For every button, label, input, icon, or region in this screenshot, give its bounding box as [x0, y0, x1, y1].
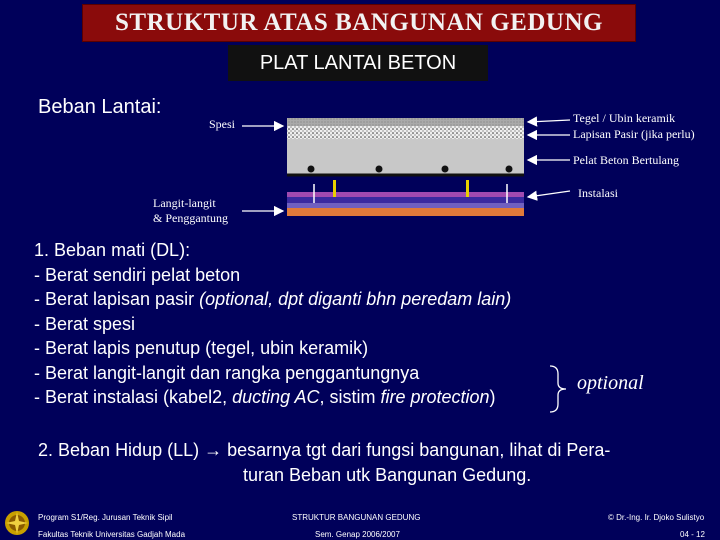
- concrete-slab: [287, 139, 524, 175]
- right-brace-icon: [548, 364, 576, 414]
- live-load-line-1: 2. Beban Hidup (LL) → besarnya tgt dari fungsi bangunan, lihat di Pera-: [38, 440, 611, 460]
- list-item: - Berat lapis penutup (tegel, ubin keramik): [34, 338, 369, 358]
- title-banner: [82, 4, 636, 42]
- dead-load-list: [34, 238, 511, 410]
- installation-band: [287, 192, 524, 197]
- hanger: [466, 180, 469, 197]
- page-title: STRUKTUR ATAS BANGUNAN GEDUNG: [115, 9, 603, 36]
- list-item: - Berat instalasi (kabel2, ducting AC, sistim fire protection): [34, 387, 496, 407]
- label-tegel: Tegel / Ubin keramik: [573, 111, 676, 125]
- label-instalasi: Instalasi: [578, 186, 618, 200]
- rebar-dot: [308, 166, 315, 173]
- list-item: - Berat spesi: [34, 313, 136, 334]
- label-pasir: Lapisan Pasir (jika perlu): [573, 127, 695, 141]
- footer-author: © Dr.-Ing. Ir. Djoko Sulistyo: [608, 513, 705, 522]
- sand-layer: [287, 126, 524, 139]
- label-pelat: Pelat Beton Bertulang: [573, 153, 679, 167]
- optional-note: optional: [577, 372, 644, 394]
- footer-course: STRUKTUR BANGUNAN GEDUNG: [292, 513, 421, 522]
- live-load-heading: 2. Beban Hidup (LL): [38, 440, 200, 460]
- section-label: Beban Lantai:: [38, 96, 162, 118]
- page-subtitle: PLAT LANTAI BETON: [259, 51, 457, 74]
- footer-semester: Sem. Genap 2006/2007: [315, 530, 400, 539]
- live-load-line-2: turan Beban utk Bangunan Gedung.: [243, 464, 532, 485]
- university-logo-icon: [3, 509, 31, 537]
- footer-program: Program S1/Reg. Jurusan Teknik Sipil: [38, 513, 173, 522]
- rebar-dot: [506, 166, 513, 173]
- list-item: - Berat langit-langit dan rangka penggantungnya: [34, 362, 420, 383]
- ceiling-board: [287, 208, 524, 216]
- dead-load-heading: 1. Beban mati (DL):: [34, 240, 191, 260]
- footer: [0, 505, 720, 540]
- page-number: 04 - 12: [680, 530, 705, 539]
- label-langit-2: & Penggantung: [153, 211, 228, 225]
- list-item: - Berat sendiri pelat beton: [34, 264, 241, 285]
- list-item: - Berat lapisan pasir (optional, dpt diganti bhn peredam lain): [34, 289, 512, 309]
- label-spesi: Spesi: [209, 117, 236, 131]
- rebar-dot: [376, 166, 383, 173]
- subtitle-banner: [228, 45, 488, 81]
- hanger: [333, 180, 336, 197]
- tile-layer: [287, 118, 524, 126]
- arrow-right-icon: →: [204, 440, 223, 460]
- live-load-block: [38, 438, 610, 487]
- rebar-dot: [442, 166, 449, 173]
- footer-faculty: Fakultas Teknik Universitas Gadjah Mada: [38, 530, 186, 539]
- label-langit-1: Langit-langit: [153, 196, 216, 210]
